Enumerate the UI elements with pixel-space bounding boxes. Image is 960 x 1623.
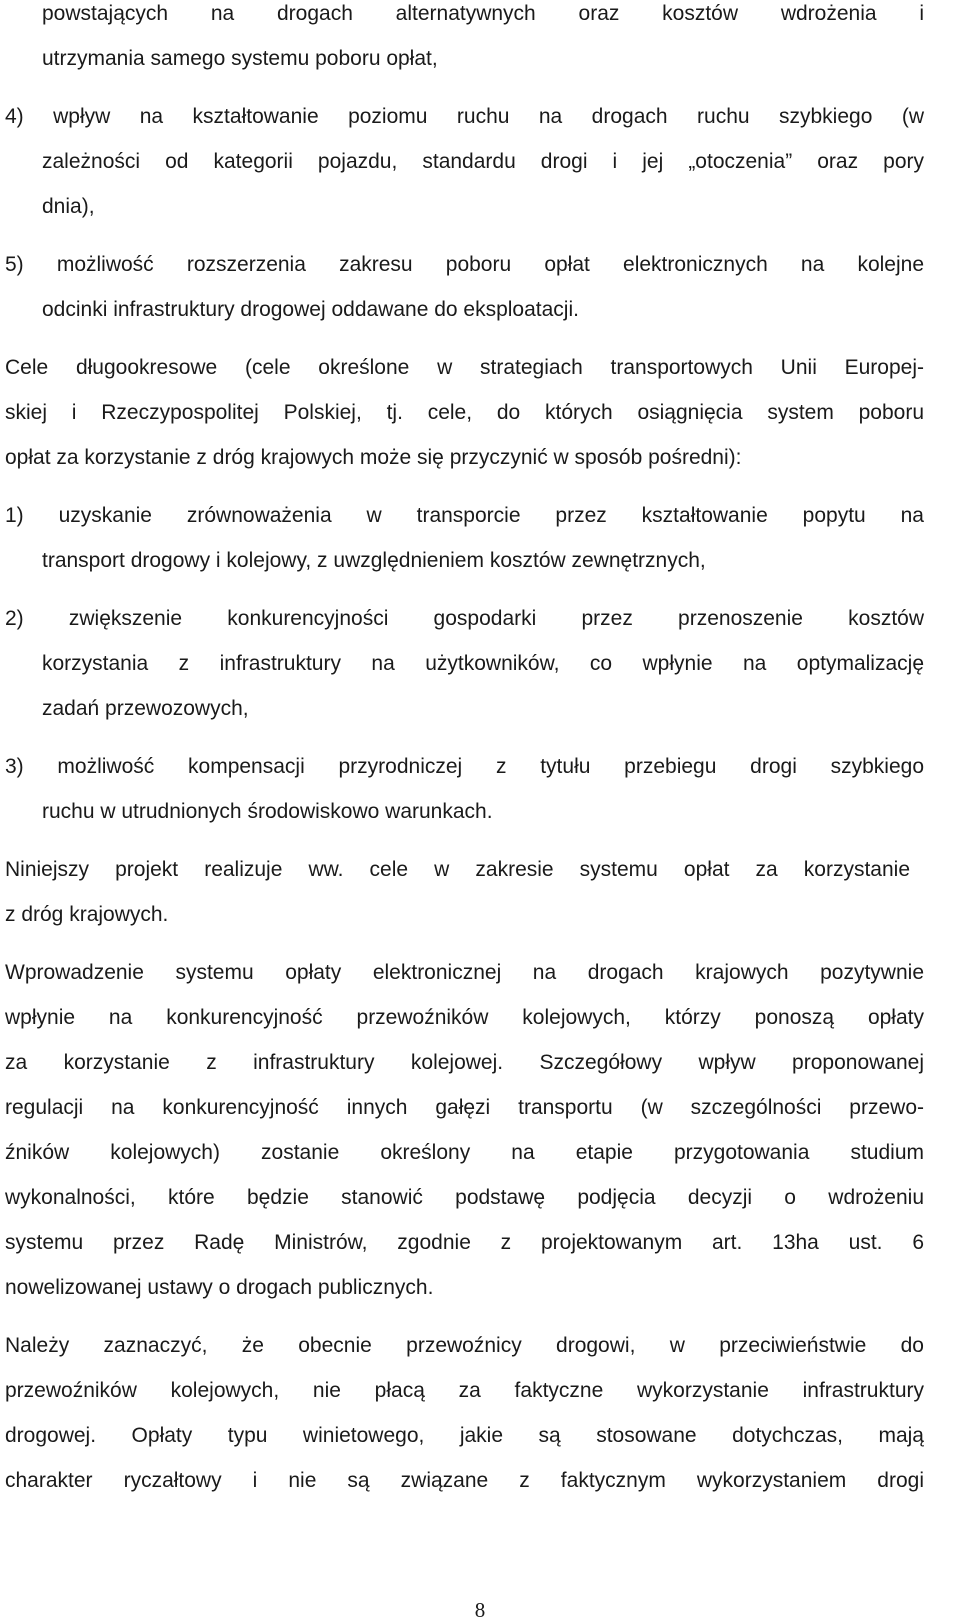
text-line: korzystania z infrastruktury na użytkowników, co wpłynie na optymalizację bbox=[42, 652, 924, 675]
text-line: zależności od kategorii pojazdu, standardu drogi i jej „otoczenia” oraz pory bbox=[42, 150, 924, 173]
text-line: utrzymania samego systemu poboru opłat, bbox=[42, 47, 438, 70]
paragraph-line: opłat za korzystanie z dróg krajowych może się przyczynić w sposób pośredni): bbox=[5, 446, 742, 469]
list-item-4-line: 4) wpływ na kształtowanie poziomu ruchu na drogach ruchu szybkiego (w bbox=[5, 105, 924, 128]
paragraph-line: Cele długookresowe (cele określone w strategiach transportowych Unii Europej- bbox=[5, 356, 924, 379]
paragraph-line: wpłynie na konkurencyjność przewoźników kolejowych, którzy ponoszą opłaty bbox=[5, 1006, 924, 1029]
text-line: dnia), bbox=[42, 195, 95, 218]
paragraph-line: nowelizowanej ustawy o drogach publicznych. bbox=[5, 1276, 434, 1299]
list-item-5-line: 5) możliwość rozszerzenia zakresu poboru opłat elektronicznych na kolejne bbox=[5, 253, 924, 276]
paragraph-line: przewoźników kolejowych, nie płacą za faktyczne wykorzystanie infrastruktury bbox=[5, 1379, 924, 1402]
paragraph-line: z dróg krajowych. bbox=[5, 903, 169, 926]
text-line: ruchu w utrudnionych środowiskowo warunkach. bbox=[42, 800, 493, 823]
paragraph-line: drogowej. Opłaty typu winietowego, jakie są stosowane dotychczas, mają bbox=[5, 1424, 924, 1447]
text-line: zadań przewozowych, bbox=[42, 697, 249, 720]
paragraph-line: skiej i Rzeczypospolitej Polskiej, tj. cele, do których osiągnięcia system poboru bbox=[5, 401, 924, 424]
text-line: odcinki infrastruktury drogowej oddawane do eksploatacji. bbox=[42, 298, 579, 321]
paragraph-line: systemu przez Radę Ministrów, zgodnie z projektowanym art. 13ha ust. 6 bbox=[5, 1231, 924, 1254]
list-item-1-line: 1) uzyskanie zrównoważenia w transporcie przez kształtowanie popytu na bbox=[5, 504, 924, 527]
text-line: transport drogowy i kolejowy, z uwzględnieniem kosztów zewnętrznych, bbox=[42, 549, 706, 572]
text-line: powstających na drogach alternatywnych oraz kosztów wdrożenia i bbox=[42, 2, 924, 25]
paragraph-line: regulacji na konkurencyjność innych gałęzi transportu (w szczególności przewo- bbox=[5, 1096, 924, 1119]
paragraph-line: wykonalności, które będzie stanowić podstawę podjęcia decyzji o wdrożeniu bbox=[5, 1186, 924, 1209]
paragraph-line: Wprowadzenie systemu opłaty elektronicznej na drogach krajowych pozytywnie bbox=[5, 961, 924, 984]
page-number: 8 bbox=[474, 1598, 486, 1622]
paragraph-line: za korzystanie z infrastruktury kolejowej. Szczegółowy wpływ proponowanej bbox=[5, 1051, 924, 1074]
paragraph-line: Niniejszy projekt realizuje ww. cele w zakresie systemu opłat za korzystanie bbox=[5, 858, 910, 881]
paragraph-line: charakter ryczałtowy i nie są związane z faktycznym wykorzystaniem drogi bbox=[5, 1469, 924, 1492]
paragraph-line: źników kolejowych) zostanie określony na etapie przygotowania studium bbox=[5, 1141, 924, 1164]
list-item-3-line: 3) możliwość kompensacji przyrodniczej z tytułu przebiegu drogi szybkiego bbox=[5, 755, 924, 778]
paragraph-line: Należy zaznaczyć, że obecnie przewoźnicy drogowi, w przeciwieństwie do bbox=[5, 1334, 924, 1357]
list-item-2-line: 2) zwiększenie konkurencyjności gospodarki przez przenoszenie kosztów bbox=[5, 607, 924, 630]
